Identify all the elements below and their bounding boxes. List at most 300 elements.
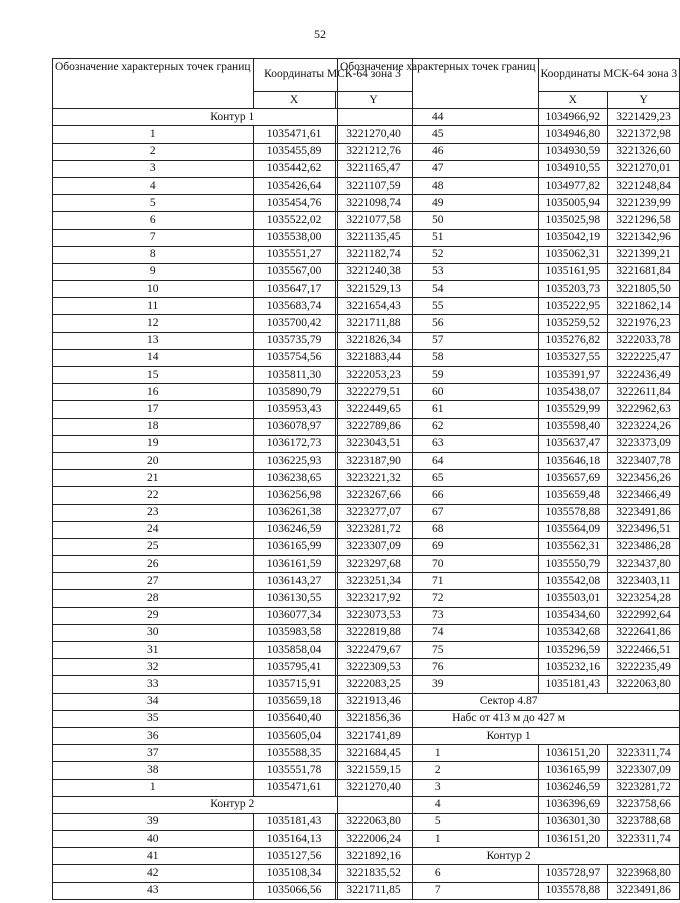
x-coordinate: 1035327,55 — [538, 349, 608, 366]
point-number: 27 — [53, 573, 254, 590]
table-row — [338, 865, 680, 882]
point-number: 32 — [53, 659, 254, 676]
x-coordinate: 1035454,76 — [253, 195, 335, 212]
y-coordinate: 3223968,80 — [608, 865, 680, 882]
point-number: 48 — [338, 177, 539, 194]
point-number: 2 — [53, 143, 254, 160]
x-coordinate: 1035025,98 — [538, 212, 608, 229]
y-coordinate: 3221826,34 — [335, 332, 412, 349]
y-coordinate: 3221240,38 — [335, 263, 412, 280]
point-number: 50 — [338, 212, 539, 229]
y-coordinate: 3223277,07 — [335, 504, 412, 521]
x-coordinate: 1035066,56 — [253, 882, 335, 899]
y-coordinate: 3221326,60 — [608, 143, 680, 160]
point-number: 44 — [338, 109, 539, 126]
point-number: 3 — [338, 779, 539, 796]
table-row — [338, 762, 680, 779]
x-coordinate: 1035442,62 — [253, 160, 335, 177]
table-row — [338, 281, 680, 298]
x-coordinate: 1036151,20 — [538, 831, 608, 848]
point-number: 55 — [338, 298, 539, 315]
y-coordinate: 3223311,74 — [608, 831, 680, 848]
point-number: 71 — [338, 573, 539, 590]
y-coordinate: 3223758,66 — [608, 796, 680, 813]
table-row — [338, 504, 680, 521]
y-coordinate: 3221098,74 — [335, 195, 412, 212]
header-y: Y — [335, 92, 412, 109]
y-coordinate: 3223221,32 — [335, 470, 412, 487]
y-coordinate: 3223407,78 — [608, 452, 680, 469]
x-coordinate: 1036165,99 — [538, 762, 608, 779]
y-coordinate: 3221976,23 — [608, 315, 680, 332]
section-title: Набс от 413 м до 427 м — [338, 710, 680, 727]
table-row — [338, 624, 680, 641]
section-row — [338, 693, 680, 710]
x-coordinate: 1035858,04 — [253, 642, 335, 659]
y-coordinate: 3222279,51 — [335, 384, 412, 401]
point-number: 47 — [338, 160, 539, 177]
y-coordinate: 3222449,65 — [335, 401, 412, 418]
table-row — [338, 487, 680, 504]
point-number: 6 — [338, 865, 539, 882]
point-number: 1 — [338, 745, 539, 762]
x-coordinate: 1035551,27 — [253, 246, 335, 263]
point-number: 12 — [53, 315, 254, 332]
section-row — [338, 848, 680, 865]
header-coords-label: Координаты МСК-64 зона 3 — [538, 59, 680, 92]
y-coordinate: 3222083,25 — [335, 676, 412, 693]
section-title: Контур 2 — [338, 848, 680, 865]
coordinates-table-right — [337, 58, 680, 900]
x-coordinate: 1035646,18 — [538, 452, 608, 469]
x-coordinate: 1035640,40 — [253, 710, 335, 727]
y-coordinate: 3221107,59 — [335, 177, 412, 194]
x-coordinate: 1035161,95 — [538, 263, 608, 280]
y-coordinate: 3221372,98 — [608, 126, 680, 143]
point-number: 53 — [338, 263, 539, 280]
x-coordinate: 1036143,27 — [253, 573, 335, 590]
x-coordinate: 1035795,41 — [253, 659, 335, 676]
y-coordinate: 3222479,67 — [335, 642, 412, 659]
y-coordinate: 3222006,24 — [335, 831, 412, 848]
x-coordinate: 1034966,92 — [538, 109, 608, 126]
y-coordinate: 3223251,34 — [335, 573, 412, 590]
y-coordinate: 3221913,46 — [335, 693, 412, 710]
x-coordinate: 1035529,99 — [538, 401, 608, 418]
y-coordinate: 3222992,64 — [608, 607, 680, 624]
point-number: 60 — [338, 384, 539, 401]
x-coordinate: 1035588,35 — [253, 745, 335, 762]
x-coordinate: 1035276,82 — [538, 332, 608, 349]
x-coordinate: 1036078,97 — [253, 418, 335, 435]
y-coordinate: 3223307,09 — [608, 762, 680, 779]
x-coordinate: 1036246,59 — [253, 521, 335, 538]
point-number: 1 — [53, 779, 254, 796]
x-coordinate: 1035728,97 — [538, 865, 608, 882]
x-coordinate: 1036225,93 — [253, 452, 335, 469]
x-coordinate: 1035637,47 — [538, 435, 608, 452]
x-coordinate: 1035890,79 — [253, 384, 335, 401]
point-number: 5 — [53, 195, 254, 212]
point-number: 7 — [338, 882, 539, 899]
point-number: 45 — [338, 126, 539, 143]
y-coordinate: 3222436,49 — [608, 367, 680, 384]
point-number: 13 — [53, 332, 254, 349]
header-point-label: Обозначение характерных точек границ — [338, 59, 539, 109]
x-coordinate: 1035222,95 — [538, 298, 608, 315]
y-coordinate: 3222235,49 — [608, 659, 680, 676]
y-coordinate: 3221270,40 — [335, 779, 412, 796]
table-row — [338, 882, 680, 899]
y-coordinate: 3221165,47 — [335, 160, 412, 177]
y-coordinate: 3221892,16 — [335, 848, 412, 865]
x-coordinate: 1035551,78 — [253, 762, 335, 779]
point-number: 4 — [53, 177, 254, 194]
point-number: 43 — [53, 882, 254, 899]
header-x: X — [538, 92, 608, 109]
y-coordinate: 3222225,47 — [608, 349, 680, 366]
point-number: 74 — [338, 624, 539, 641]
y-coordinate: 3221429,23 — [608, 109, 680, 126]
x-coordinate: 1035296,59 — [538, 642, 608, 659]
y-coordinate: 3223486,28 — [608, 538, 680, 555]
point-number: 8 — [53, 246, 254, 263]
table-row — [338, 195, 680, 212]
table-row — [338, 298, 680, 315]
y-coordinate: 3221296,58 — [608, 212, 680, 229]
point-number: 66 — [338, 487, 539, 504]
point-number: 58 — [338, 349, 539, 366]
point-number: 30 — [53, 624, 254, 641]
x-coordinate: 1035683,74 — [253, 298, 335, 315]
y-coordinate: 3223043,51 — [335, 435, 412, 452]
y-coordinate: 3221856,36 — [335, 710, 412, 727]
x-coordinate: 1036261,38 — [253, 504, 335, 521]
y-coordinate: 3221270,01 — [608, 160, 680, 177]
point-number: 11 — [53, 298, 254, 315]
y-coordinate: 3222962,63 — [608, 401, 680, 418]
point-number: 73 — [338, 607, 539, 624]
x-coordinate: 1035181,43 — [538, 676, 608, 693]
point-number: 1 — [53, 126, 254, 143]
y-coordinate: 3221711,85 — [335, 882, 412, 899]
y-coordinate: 3222063,80 — [608, 676, 680, 693]
y-coordinate: 3221862,14 — [608, 298, 680, 315]
point-number: 22 — [53, 487, 254, 504]
x-coordinate: 1035391,97 — [538, 367, 608, 384]
x-coordinate: 1035657,69 — [538, 470, 608, 487]
y-coordinate: 3221883,44 — [335, 349, 412, 366]
x-coordinate: 1035659,18 — [253, 693, 335, 710]
y-coordinate: 3223491,86 — [608, 504, 680, 521]
x-coordinate: 1036396,69 — [538, 796, 608, 813]
y-coordinate: 3221741,89 — [335, 727, 412, 744]
point-number: 26 — [53, 556, 254, 573]
x-coordinate: 1035659,48 — [538, 487, 608, 504]
point-number: 62 — [338, 418, 539, 435]
y-coordinate: 3223281,72 — [335, 521, 412, 538]
y-coordinate: 3223267,66 — [335, 487, 412, 504]
point-number: 39 — [338, 676, 539, 693]
table-row — [338, 590, 680, 607]
x-coordinate: 1035522,02 — [253, 212, 335, 229]
y-coordinate: 3222641,86 — [608, 624, 680, 641]
point-number: 39 — [53, 813, 254, 830]
header-coords-label: Координаты МСК-64 зона 3 — [253, 59, 412, 92]
point-number: 19 — [53, 435, 254, 452]
y-coordinate: 3221212,76 — [335, 143, 412, 160]
point-number: 57 — [338, 332, 539, 349]
point-number: 42 — [53, 865, 254, 882]
y-coordinate: 3221805,50 — [608, 281, 680, 298]
x-coordinate: 1035127,56 — [253, 848, 335, 865]
table-row — [338, 745, 680, 762]
y-coordinate: 3221529,13 — [335, 281, 412, 298]
point-number: 29 — [53, 607, 254, 624]
table-row — [338, 401, 680, 418]
point-number: 68 — [338, 521, 539, 538]
y-coordinate: 3223788,68 — [608, 813, 680, 830]
y-coordinate: 3221270,40 — [335, 126, 412, 143]
y-coordinate: 3221684,45 — [335, 745, 412, 762]
y-coordinate: 3222789,86 — [335, 418, 412, 435]
point-number: 20 — [53, 452, 254, 469]
y-coordinate: 3221681,84 — [608, 263, 680, 280]
y-coordinate: 3221135,45 — [335, 229, 412, 246]
point-number: 41 — [53, 848, 254, 865]
y-coordinate: 3223311,74 — [608, 745, 680, 762]
y-coordinate: 3222309,53 — [335, 659, 412, 676]
table-row — [338, 349, 680, 366]
table-row — [338, 315, 680, 332]
point-number: 4 — [338, 796, 539, 813]
x-coordinate: 1035598,40 — [538, 418, 608, 435]
table-row — [338, 143, 680, 160]
x-coordinate: 1036165,99 — [253, 538, 335, 555]
point-number: 56 — [338, 315, 539, 332]
x-coordinate: 1036161,59 — [253, 556, 335, 573]
x-coordinate: 1035434,60 — [538, 607, 608, 624]
y-coordinate: 3223187,90 — [335, 452, 412, 469]
point-number: 65 — [338, 470, 539, 487]
y-coordinate: 3221711,88 — [335, 315, 412, 332]
table-row — [338, 796, 680, 813]
point-number: 17 — [53, 401, 254, 418]
point-number: 70 — [338, 556, 539, 573]
point-number: 61 — [338, 401, 539, 418]
table-row — [338, 246, 680, 263]
y-coordinate: 3223224,26 — [608, 418, 680, 435]
x-coordinate: 1036151,20 — [538, 745, 608, 762]
point-number: 9 — [53, 263, 254, 280]
x-coordinate: 1035203,73 — [538, 281, 608, 298]
x-coordinate: 1035062,31 — [538, 246, 608, 263]
table-row — [338, 831, 680, 848]
y-coordinate: 3223437,80 — [608, 556, 680, 573]
x-coordinate: 1035983,58 — [253, 624, 335, 641]
table-row — [338, 109, 680, 126]
section-title: Сектор 4.87 — [338, 693, 680, 710]
x-coordinate: 1035426,64 — [253, 177, 335, 194]
table-row — [338, 126, 680, 143]
y-coordinate: 3222063,80 — [335, 813, 412, 830]
x-coordinate: 1035503,01 — [538, 590, 608, 607]
point-number: 3 — [53, 160, 254, 177]
section-title: Контур 1 — [53, 109, 413, 126]
y-coordinate: 3223403,11 — [608, 573, 680, 590]
point-number: 21 — [53, 470, 254, 487]
point-number: 23 — [53, 504, 254, 521]
x-coordinate: 1035259,52 — [538, 315, 608, 332]
x-coordinate: 1034930,59 — [538, 143, 608, 160]
y-coordinate: 3223073,53 — [335, 607, 412, 624]
x-coordinate: 1035567,00 — [253, 263, 335, 280]
table-row — [338, 418, 680, 435]
point-number: 15 — [53, 367, 254, 384]
point-number: 6 — [53, 212, 254, 229]
x-coordinate: 1035108,34 — [253, 865, 335, 882]
point-number: 18 — [53, 418, 254, 435]
point-number: 36 — [53, 727, 254, 744]
point-number: 1 — [338, 831, 539, 848]
x-coordinate: 1035562,31 — [538, 538, 608, 555]
y-coordinate: 3223281,72 — [608, 779, 680, 796]
point-number: 24 — [53, 521, 254, 538]
y-coordinate: 3221342,96 — [608, 229, 680, 246]
y-coordinate: 3223373,09 — [608, 435, 680, 452]
point-number: 2 — [338, 762, 539, 779]
point-number: 64 — [338, 452, 539, 469]
table-row — [338, 556, 680, 573]
table-row — [338, 538, 680, 555]
point-number: 16 — [53, 384, 254, 401]
x-coordinate: 1035542,08 — [538, 573, 608, 590]
y-coordinate: 3221559,15 — [335, 762, 412, 779]
table-body-right — [338, 109, 680, 900]
x-coordinate: 1035715,91 — [253, 676, 335, 693]
x-coordinate: 1035647,17 — [253, 281, 335, 298]
point-number: 40 — [53, 831, 254, 848]
y-coordinate: 3223307,09 — [335, 538, 412, 555]
table-row — [338, 607, 680, 624]
y-coordinate: 3223496,51 — [608, 521, 680, 538]
table-row — [338, 384, 680, 401]
y-coordinate: 3222053,23 — [335, 367, 412, 384]
header-y: Y — [608, 92, 680, 109]
table-row — [338, 573, 680, 590]
x-coordinate: 1036077,34 — [253, 607, 335, 624]
point-number: 7 — [53, 229, 254, 246]
x-coordinate: 1035471,61 — [253, 779, 335, 796]
point-number: 75 — [338, 642, 539, 659]
y-coordinate: 3223456,26 — [608, 470, 680, 487]
y-coordinate: 3221182,74 — [335, 246, 412, 263]
table-row — [338, 779, 680, 796]
table-row — [338, 177, 680, 194]
table-row — [338, 452, 680, 469]
table-row — [338, 813, 680, 830]
y-coordinate: 3222033,78 — [608, 332, 680, 349]
x-coordinate: 1035735,79 — [253, 332, 335, 349]
point-number: 52 — [338, 246, 539, 263]
y-coordinate: 3222611,84 — [608, 384, 680, 401]
x-coordinate: 1035232,16 — [538, 659, 608, 676]
x-coordinate: 1035005,94 — [538, 195, 608, 212]
x-coordinate: 1035953,43 — [253, 401, 335, 418]
point-number: 37 — [53, 745, 254, 762]
header-point-label: Обозначение характерных точек границ — [53, 59, 254, 109]
point-number: 76 — [338, 659, 539, 676]
y-coordinate: 3221835,52 — [335, 865, 412, 882]
x-coordinate: 1035700,42 — [253, 315, 335, 332]
point-number: 72 — [338, 590, 539, 607]
x-coordinate: 1035471,61 — [253, 126, 335, 143]
y-coordinate: 3223254,28 — [608, 590, 680, 607]
x-coordinate: 1036246,59 — [538, 779, 608, 796]
point-number: 54 — [338, 281, 539, 298]
x-coordinate: 1035550,79 — [538, 556, 608, 573]
point-number: 5 — [338, 813, 539, 830]
section-row — [338, 710, 680, 727]
point-number: 49 — [338, 195, 539, 212]
table-row — [338, 160, 680, 177]
point-number: 38 — [53, 762, 254, 779]
x-coordinate: 1035042,19 — [538, 229, 608, 246]
table-row — [338, 263, 680, 280]
table-row — [338, 332, 680, 349]
y-coordinate: 3221077,58 — [335, 212, 412, 229]
x-coordinate: 1036256,98 — [253, 487, 335, 504]
table-row — [338, 212, 680, 229]
point-number: 28 — [53, 590, 254, 607]
point-number: 63 — [338, 435, 539, 452]
x-coordinate: 1035438,07 — [538, 384, 608, 401]
x-coordinate: 1035455,89 — [253, 143, 335, 160]
x-coordinate: 1034977,82 — [538, 177, 608, 194]
table-row — [338, 676, 680, 693]
table-row — [338, 470, 680, 487]
x-coordinate: 1035754,56 — [253, 349, 335, 366]
x-coordinate: 1035811,30 — [253, 367, 335, 384]
y-coordinate: 3223217,92 — [335, 590, 412, 607]
page-number: 52 — [314, 27, 326, 41]
x-coordinate: 1035164,13 — [253, 831, 335, 848]
y-coordinate: 3222819,88 — [335, 624, 412, 641]
x-coordinate: 1035605,04 — [253, 727, 335, 744]
y-coordinate: 3221399,21 — [608, 246, 680, 263]
point-number: 51 — [338, 229, 539, 246]
point-number: 10 — [53, 281, 254, 298]
x-coordinate: 1035342,68 — [538, 624, 608, 641]
point-number: 67 — [338, 504, 539, 521]
point-number: 33 — [53, 676, 254, 693]
x-coordinate: 1034946,80 — [538, 126, 608, 143]
header-x: X — [253, 92, 335, 109]
point-number: 14 — [53, 349, 254, 366]
y-coordinate: 3223297,68 — [335, 556, 412, 573]
section-title: Контур 2 — [53, 796, 413, 813]
x-coordinate: 1035181,43 — [253, 813, 335, 830]
x-coordinate: 1035538,00 — [253, 229, 335, 246]
y-coordinate: 3221654,43 — [335, 298, 412, 315]
table-row — [338, 659, 680, 676]
y-coordinate: 3221239,99 — [608, 195, 680, 212]
y-coordinate: 3223491,86 — [608, 882, 680, 899]
table-row — [338, 435, 680, 452]
y-coordinate: 3222466,51 — [608, 642, 680, 659]
point-number: 25 — [53, 538, 254, 555]
x-coordinate: 1036301,30 — [538, 813, 608, 830]
